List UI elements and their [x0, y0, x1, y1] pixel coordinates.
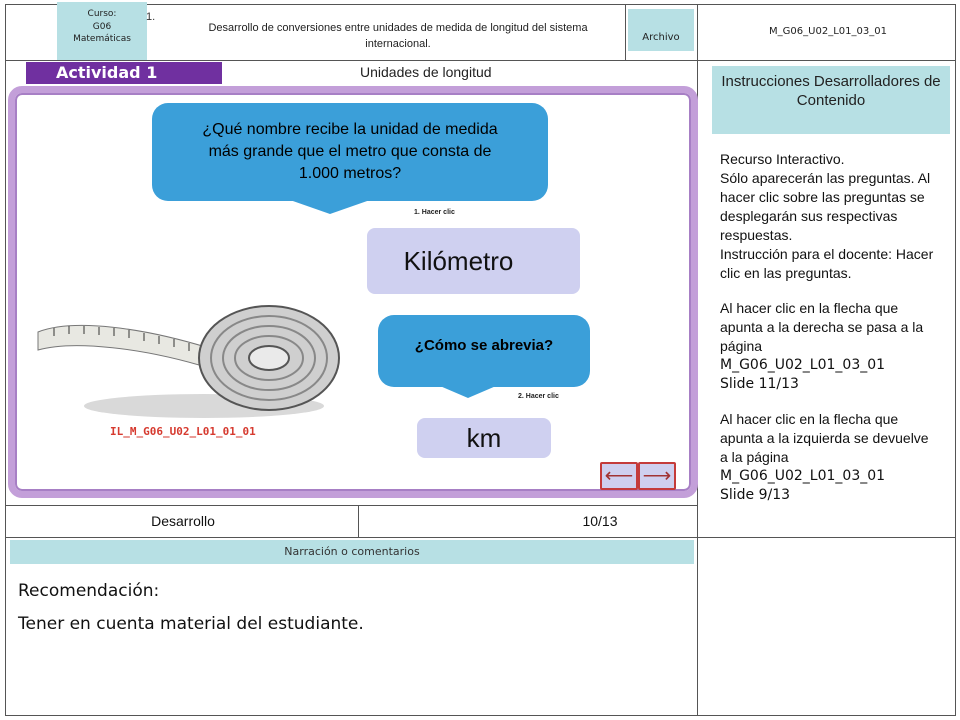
grid-line [5, 60, 956, 61]
prev-arrow-button[interactable]: ⟵ [600, 462, 638, 490]
answer-2-box: km [417, 418, 551, 458]
bubble-tail [440, 386, 496, 398]
grid-line [358, 505, 359, 538]
tape-roll-core [249, 346, 289, 370]
page-title: Desarrollo de conversiones entre unidades de medida de longitud del sistema internacional. [208, 22, 588, 50]
curso-value: G06 [92, 22, 112, 32]
grid-line [5, 537, 956, 538]
narration-label: Narración o comentarios [10, 540, 694, 564]
number-prefix: 1. [146, 11, 156, 23]
curso-label: Curso: [87, 9, 117, 19]
grid-line [5, 505, 698, 506]
grid-line [5, 715, 956, 716]
activity-topic: Unidades de longitud [360, 64, 492, 80]
grid-line [5, 4, 956, 5]
instr-p4-code: M_G06_U02_L01_03_01 [720, 357, 886, 373]
next-arrow-button[interactable]: ⟶ [638, 462, 676, 490]
answer-1-box: Kilómetro [367, 228, 580, 294]
subject-label: Matemáticas [73, 34, 131, 44]
instr-p5-slide: Slide 9/13 [720, 487, 791, 503]
slide-number: 10/13 [582, 513, 618, 529]
instructions-body [720, 150, 940, 505]
instr-p3: Instrucción para el docente: Hacer clic en las preguntas. [720, 246, 934, 281]
instr-p4: Al hacer clic en la flecha que apunta a la derecha se pasa a la página [720, 300, 924, 354]
measuring-tape-icon [34, 288, 346, 424]
instructions-title: Instrucciones Desarrolladores de Contenido [712, 66, 950, 134]
instr-p4-slide: Slide 11/13 [720, 376, 799, 392]
instr-p2: Sólo aparecerán las preguntas. Al hacer clic sobre las preguntas se desplegarán sus respectivas respuestas. [720, 170, 931, 243]
image-code: IL_M_G06_U02_L01_01_01 [110, 425, 256, 438]
recommendation-title: Recomendación: [18, 581, 160, 601]
archivo-label: Archivo [628, 9, 694, 51]
recommendation-text: Tener en cuenta material del estudiante. [18, 614, 364, 634]
file-code: M_G06_U02_L01_03_01 [769, 26, 887, 37]
instr-p1: Recurso Interactivo. [720, 151, 845, 167]
question-1-bubble[interactable]: ¿Qué nombre recibe la unidad de medida más grande que el metro que consta de 1.000 metros? [152, 103, 548, 201]
instr-p5-code: M_G06_U02_L01_03_01 [720, 468, 886, 484]
bubble-tail [290, 200, 370, 214]
grid-line [955, 4, 956, 716]
question-2-bubble[interactable]: ¿Cómo se abrevia? [378, 315, 590, 387]
click-hint-1: 1. Hacer clic [414, 209, 455, 216]
tape-strip [38, 325, 209, 368]
activity-badge: Actividad 1 [26, 62, 222, 84]
instr-p5: Al hacer clic en la flecha que apunta a la izquierda se devuelve a la página [720, 411, 929, 465]
grid-line [625, 4, 626, 61]
grid-line [5, 4, 6, 716]
course-label [57, 2, 147, 60]
section-label: Desarrollo [151, 513, 215, 529]
click-hint-2: 2. Hacer clic [518, 393, 559, 400]
